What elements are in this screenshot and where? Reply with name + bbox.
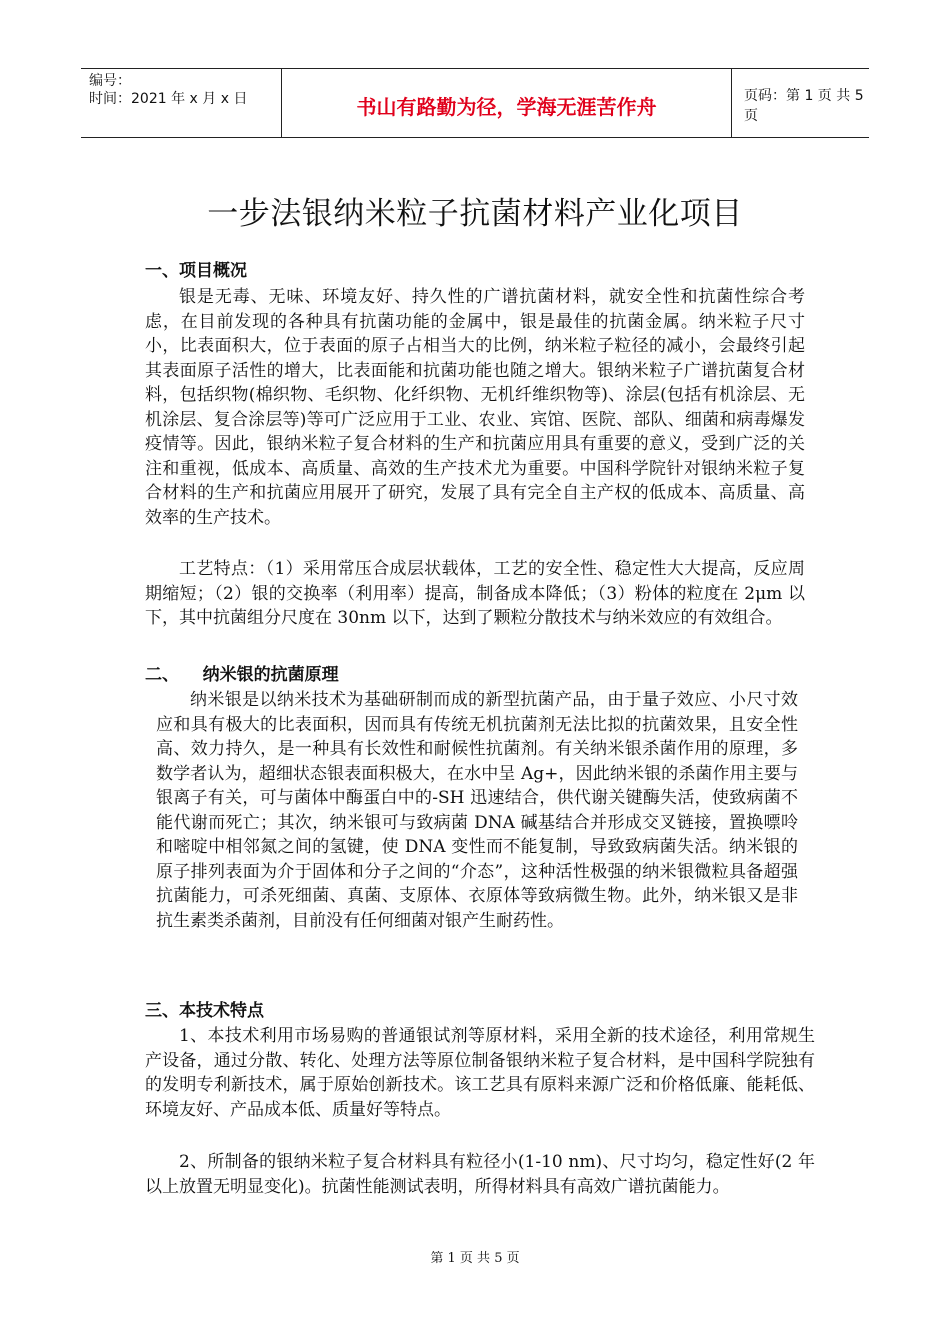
document-title: 一步法银纳米粒子抗菌材料产业化项目 [207, 196, 743, 232]
section-heading-principle: 二、 纳米银的抗菌原理 [145, 665, 339, 685]
page-info: 页码：第 1 页 共 5 页 [744, 88, 864, 124]
section-heading-overview: 一、项目概况 [145, 261, 247, 281]
header-meta-cell [81, 69, 282, 137]
paragraph-features-2: 2、所制备的银纳米粒子复合材料具有粒径小(1-10 nm)、尺寸均匀，稳定性好(2 年以上放置无明显变化)。抗菌性能测试表明，所得材料具有高效广谱抗菌能力。 [145, 1152, 815, 1197]
paragraph-overview-1: 银是无毒、无味、环境友好、持久性的广谱抗菌材料，就安全性和抗菌性综合考虑，在目前发现的各种具有抗菌功能的金属中，银是最佳的抗菌金属。纳米粒子尺寸小，比表面积大，位于表面的原子占相当大的比例，纳米粒子粒径的减小，会最终引起其表面原子活性的增大，比表面能和抗菌功能也随之增大。银纳米粒子广谱抗菌复合材料，包括织物(棉织物、毛织物、化纤织物、无机纤维织物等)、涂层(包括有机涂层、无机涂层、复合涂层等)等可广泛应用于工业、农业、宾馆、医院、部队、细菌和病毒爆发疫情等。因此，银纳米粒子复合材料的生产和抗菌应用具有重要的意义，受到广泛的关注和重视，低成本、高质量、高效的生产技术尤为重要。中国科学院针对银纳米粒子复合材料的生产和抗菌应用展开了研究，发展了具有完全自主产权的低成本、高质量、高效率的生产技术。 [145, 287, 805, 528]
serial-label: 编号： [89, 73, 131, 89]
motto: 书山有路勤为径，学海无涯苦作舟 [282, 69, 732, 137]
paragraph-features-1: 1、本技术利用市场易购的普通银试剂等原材料，采用全新的技术途径，利用常规生产设备，通过分散、转化、处理方法等原位制备银纳米粒子复合材料，是中国科学院独有的发明专利新技术，属于原始创新技术。该工艺具有原料来源广泛和价格低廉、能耗低、环境友好、产品成本低、质量好等特点。 [145, 1026, 815, 1120]
paragraph-overview-2: 工艺特点：（1）采用常压合成层状载体，工艺的安全性、稳定性大大提高，反应周期缩短；（2）银的交换率（利用率）提高，制备成本降低；（3）粉体的粒度在 2μm 以下，其中抗菌组分尺度在 30nm 以下，达到了颗粒分散技术与纳米效应的有效组合。 [145, 559, 805, 628]
date-label: 时间：2021 年 x 月 x 日 [89, 91, 248, 107]
header-table [81, 68, 869, 138]
paragraph-principle-1: 纳米银是以纳米技术为基础研制而成的新型抗菌产品，由于量子效应、小尺寸效应和具有极大的比表面积，因而具有传统无机抗菌剂无法比拟的抗菌效果，且安全性高、效力持久，是一种具有长效性和耐候性抗菌剂。有关纳米银杀菌作用的原理，多数学者认为，超细状态银表面积极大，在水中呈 Ag+，因此纳米银的杀菌作用主要与银离子有关，可与菌体中酶蛋白中的-SH 迅速结合，供代谢关键酶失活，使致病菌不能代谢而死亡；其次，纳米银可与致病菌 DNA 碱基结合并形成交叉链接，置换嘌呤和嘧啶中相邻氮之间的氢键，使 DNA 变性而不能复制，导致致病菌失活。纳米银的原子排列表面为介于固体和分子之间的“介态”，这种活性极强的纳米银微粒具备超强抗菌能力，可杀死细菌、真菌、支原体、衣原体等致病微生物。此外，纳米银又是非抗生素类杀菌剂，目前没有任何细菌对银产生耐药性。 [156, 690, 798, 931]
page-footer: 第 1 页 共 5 页 [430, 1251, 520, 1266]
section-heading-features: 三、本技术特点 [145, 1001, 264, 1021]
